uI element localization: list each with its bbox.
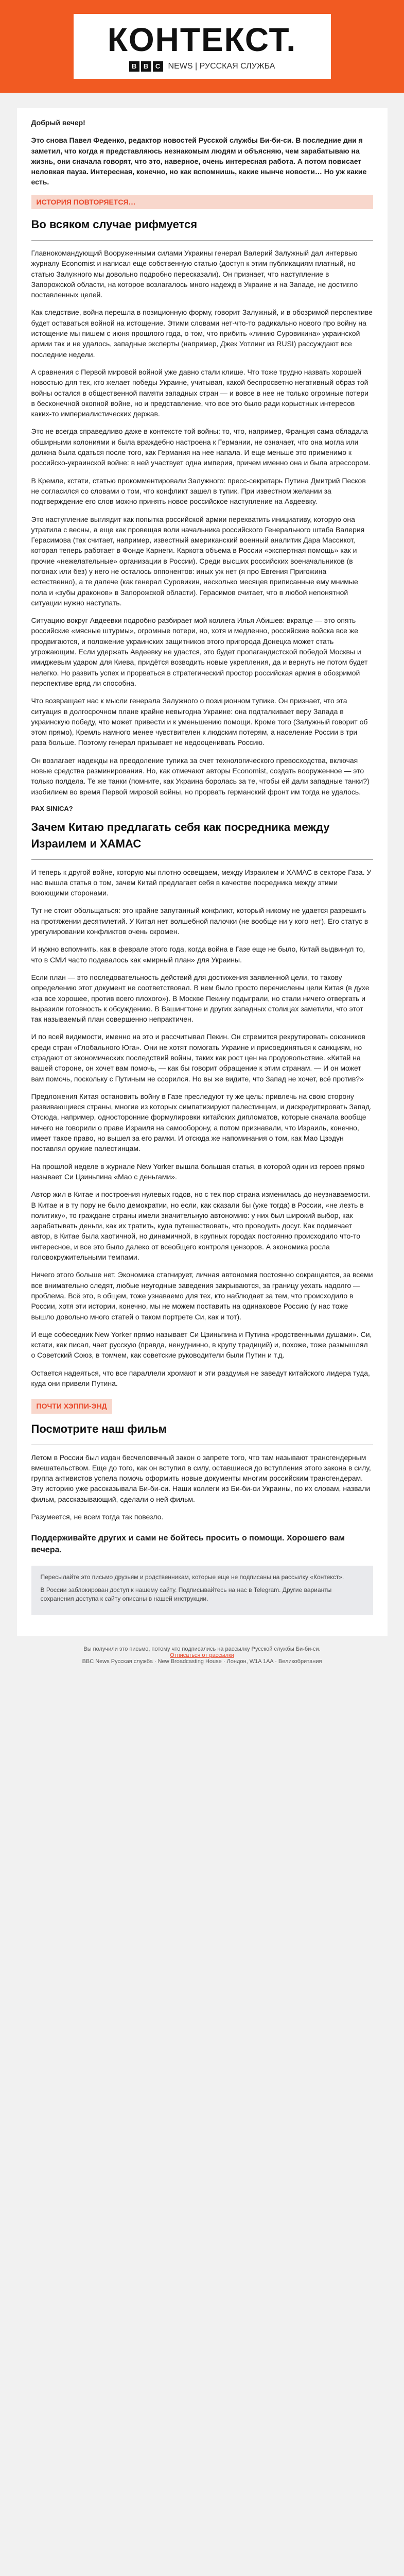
bbc-logo-icon: B B C (129, 61, 163, 72)
section2-label: РАХ SINICA? (31, 804, 73, 812)
section2-title: Зачем Китаю предлагать себя как посредника между Израилем и ХАМАС (31, 820, 330, 850)
section2-p3: Если план — это последовательность действий для достижения заявленной цели, то такову определению этот документ не соответствовал. В нем было просто перечислены цели Китая (в духе «за все хорошее, против всего плохого»). В Москве Пекину подыграли, но стали ничего отвергать и выразили готовность к обсуждению. В Вашингтоне и других западных столицах заметили, что этот так называемый план совершенно непрактичен. (31, 973, 370, 1024)
section3-title: Посмотрите наш фильм (31, 1422, 167, 1435)
section2-p1: Тут не стоит обольщаться: это крайне запутанный конфликт, который никому не удается разрешить на протяжении десятилетий. У Китая нет волшебной палочки (не вообще ни у кого нет). Его статус в урегулировании конфликтов очень скромен. (31, 906, 368, 936)
section1-p4: В Кремле, кстати, статью прокомментировали Залужного: пресс-секретарь Путина Дмитрий Песков не согласился со словами о том, что конфликт зашел в тупик. При известном желании за подтверждение его слов можно принять новое российское наступление на Авдеевку. (31, 476, 366, 506)
section3-p1: Разумеется, не всем тогда так повезло. (31, 1512, 164, 1521)
footer-box (31, 1566, 373, 1615)
logo-box (74, 14, 331, 79)
section1-p3: Это не всегда справедливо даже в контексте той войны: то, что, например, Франция сама обладала обширными колониями и была враждебно настроена к Германии, не означает, что она могла или должна была сдаться после того, как Германия на нее напала. И еще меньше это применимо к российско-украинской войне: в ней участвует одна империя, причем именно она и была агрессором. (31, 427, 371, 467)
section2-p7: Автор жил в Китае и построения нулевых годов, но с тех пор страна изменилась до неузнаваемости. В Китае и в ту пору не было демократии, но если, как сказали бы (уже тогда) в России, «не лезть в политику», то граждане страны имели значительную автономию: у них был широкий выбор, как зарабатывать деньги, как их тратить, куда путешествовать, что проводить досуг. Как подмечает автор, в Китае была хаотичной, но динамичной, в крупных городах постоянно происходило что-то интересное, и все это было далеко от всеобщего контроля цензоров. А экономика росла головокружительными темпами. (31, 1190, 371, 1262)
unsubscribe-link[interactable]: Отписаться от рассылки (170, 1652, 234, 1658)
section1-title: Во всяком случае рифмуется (31, 218, 198, 231)
intro-paragraph: Это снова Павел Феденко, редактор новостей Русской службы Би-би-си. В последние дни я заметил, что когда я представляюсь незнакомым людям и объясняю, чем зарабатываю на жизнь, они сначала говорят, что это, наверное, очень интересная работа. А потом повисает неловкая пауза. Интересная, конечно, но как вспомнишь, какие нынче новости… Но уж какие есть. (31, 136, 367, 187)
section2-p10: Остается надеяться, что все параллели хромают и эти раздумья не заведут китайского лидера туда, куда они привели Путина. (31, 1368, 370, 1388)
footer-forward-text: Пересылайте это письмо друзьям и родственникам, которые еще не подписаны на рассылку «Контекст». (40, 1573, 344, 1581)
section1-p0: Главнокомандующий Вооруженными силами Украины генерал Валерий Залужный дал интервью журналу Economist и написал еще собственную статью (доступ к этим публикациям платный, но статью Залужного мы довольно подробно пересказали). Он признает, что наступление в Запорожской области, на которое возлагалось много надежд в Украине и на Западе, не достигло поставленных целей. (31, 248, 358, 299)
section3-p0: Летом в России был издан бесчеловечный закон о запрете того, что там называют трансгендерным вмешательством. Еще до того, как он вступил в силу, оставшиеся до вступления этого закона в силу, группа активистов успела помочь оформить новые документы многим российским трансгендерам. Эту историю уже рассказывала Би-би-си. Наши коллеги из Би-би-си Украины, по их словам, назвали фильм, рассказывающий, сделали о ней фильм. (31, 1453, 371, 1503)
page-foot (17, 1646, 388, 1685)
section2-p4: И по всей видимости, именно на это и рассчитывал Пекин. Он стремится рекрутировать союзников среди стран «Глобального Юга». Они не хотят помогать Украине и присоединяться к санкциям, но страдают от экономических последствий войны, таких как рост цен на продовольствие. «Китай на вашей стороне, он хочет вам помочь, — как бы говорит обращение к этим странам. — И он может вам помочь, поскольку с Путиным не ссорился. Но вы же видите, что Запад не хочет, всё против?» (31, 1032, 365, 1083)
section1-p5: Это наступление выглядит как попытка российской армии перехватить инициативу, которую она утратила с весны, а еще как провещая воли начальника российского Генерального штаба Валерия Герасимова (так считает, например, известный американский военный аналитик Дара Массикот, которая теперь работает в Фонде Карнеги. Каркота объема в России «экспертная помощь» как и прочие «нежелательные» организации в России). Среди высших российских военачальников (в погонах или без) у него не осталось оппонентов: иных уж нет (я про Евгения Пригожина естественно), а те далече (как генерал Суровикин, несколько месяцев приписанные ему мнимые пола и «зубы драконов» в Запорожской области). Герасимов считает, что в любой непонятной ситуации нужно наступать. (31, 515, 365, 607)
logo-title: КОНТЕКСТ. (107, 21, 297, 58)
section1-p2: А сравнения с Первой мировой войной уже давно стали клише. Что тоже трудно назвать хорошей новостью для тех, кто желает победы Украине, учитывая, какой беспросветно негативный образ той войны остался в общественной памяти западных стран — и вовсе в нее не только огромные потери в бесконечной окопной войне, но и представление, что все это было ради корыстных интересов каких-то империалистических держав. (31, 367, 368, 418)
section2-p6: На прошлой неделе в журнале New Yorker вышла большая статья, в которой один из героев прямо называет Си Цзиньпина «Мао с деньгами». (31, 1162, 365, 1181)
section2-p5: Предложения Китая остановить войну в Газе преследуют ту же цель: привлечь на свою сторону развивающиеся страны, многие из которых симпатизируют палестинцам, и дискредитировать Запад. Отсюда, например, односторонние формулировки китайских дипломатов, которые сначала вообще ничего не говорили о праве Израиля на самооборону, а потом признавали, что Израиль, конечно, имеет такое право, но вышел за его рамки. И отсюда же напоминания о том, как Мао Цзэдун поставлял оружие палестинцам. (31, 1092, 372, 1153)
section1-p1: Как следствие, война перешла в позиционную форму, говорит Залужный, и в обозримой перспективе будет оставаться войной на истощение. Этими словами нет-что-то радикально нового про войну на истощение мы пишем с июня прошлого года, о том, что прибить «линию Суровикина» украинской армии так и не удалось, западные эксперты (например, Джек Уотлинг из RUSI) рассуждают все последние недели. (31, 308, 373, 359)
section-banner-1: ИСТОРИЯ ПОВТОРЯЕТСЯ… (31, 195, 373, 209)
section1-p8: Он возлагает надежды на преодоление тупика за счет технологического превосходства, включая новые средства разминирования. Но, как отмечают авторы Economist, создать вооруженное — это только полдела. Те же танки (помните, как Украина боролась за те, чтобы ей дали западные танки?) изобилием во время Первой мировой войны, но прорвать германский фронт им тогда не удалось. (31, 756, 370, 796)
section2-p2: И нужно вспомнить, как в феврале этого года, когда война в Газе еще не было, Китай выдвинул то, что в СМИ часто подавалось как «мирный план» для Украины. (31, 945, 365, 964)
header-banner (0, 0, 404, 93)
divider (31, 859, 373, 860)
footer-access-text: В России заблокирован доступ к нашему сайту. Подписывайтесь на нас в Telegram. Другие варианты сохранения доступа к сайту описаны в нашей инструкции. (40, 1586, 332, 1603)
subscription-note: Вы получили это письмо, потому что подписались на рассылку Русской службы Би-би-си. (83, 1646, 321, 1652)
section-banner-3: ПОЧТИ ХЭППИ-ЭНД (31, 1399, 112, 1413)
section2-p8: Ничего этого больше нет. Экономика стагнирует, личная автономия постоянно сокращается, за всеми все внимательно следят, любые неугодные заведения закрываются, за границу уехать надолго — проблема. Всё это, в общем, тоже узнаваемо для тех, кто наблюдает за тем, что происходило в России, хотя эти истории, конечно, мы не можем поставить на одинаковое Россию (у нас тоже вышло довольно много статей о таком портрете Си, как и тот). (31, 1270, 373, 1321)
divider (31, 240, 373, 241)
section2-p0: И теперь к другой войне, которую мы плотно освещаем, между Израилем и ХАМАС в секторе Газа. У нас вышла статья о том, зачем Китай предлагает себя в качестве посредника между этими воюющими сторонами. (31, 868, 372, 897)
content-body (17, 108, 388, 1636)
greeting: Добрый вечер! (31, 118, 85, 127)
section1-p7: Что возвращает нас к мысли генерала Залужного о позиционном тупике. Он признает, что эта ситуация в долгосрочном плане крайне невыгодна Украине: она подталкивает веру Запада в украинскую победу, что может привести и к уменьшению помощи. Кроме того (Залужный говорит об этом прямо), Кремль намного менее чувствителен к людским потерям, а население России в три раза больше. Поэтому генерал призывает не недооценивать Россию. (31, 697, 368, 747)
address-line: BBC News Русская служба · New Broadcasting House · Лондон, W1A 1AA · Великобритания (82, 1658, 322, 1665)
logo-sub (86, 61, 319, 72)
section2-p9: И еще собеседник New Yorker прямо называет Си Цзиньпина и Путина «родственными душами». Си, кстати, как писал, чает русскую (правда, ненуднинно, в крупу традиций) и, похоже, тоже размышлял о Советский Союз, в томчем, как советские руководители были Путин и т.д. (31, 1330, 372, 1360)
service-name: NEWS | РУССКАЯ СЛУЖБА (168, 62, 275, 71)
section1-p6: Ситуацию вокруг Авдеевки подробно разбирает мой коллега Илья Абишев: вкратце — это опять российские «мясные штурмы», огромные потери, но, хотя и медленно, российские войска все же продвигаются, и положение украинских защитников этого пригорода Донецка может стать угрожающим. Если удержать Авдеевку не удастся, это будет пропагандистской победой Москвы и имиджевым ударом для Киева, придётся возводить новые укрепления, да и вернуть не потом будет нелегко. Но развить успех и прорваться в стратегический простор российская армия в обозримой перспективе вряд ли способна. (31, 616, 368, 687)
support-message: Поддерживайте других и сами не бойтесь просить о помощи. Хорошего вам вечера. (31, 1534, 345, 1555)
